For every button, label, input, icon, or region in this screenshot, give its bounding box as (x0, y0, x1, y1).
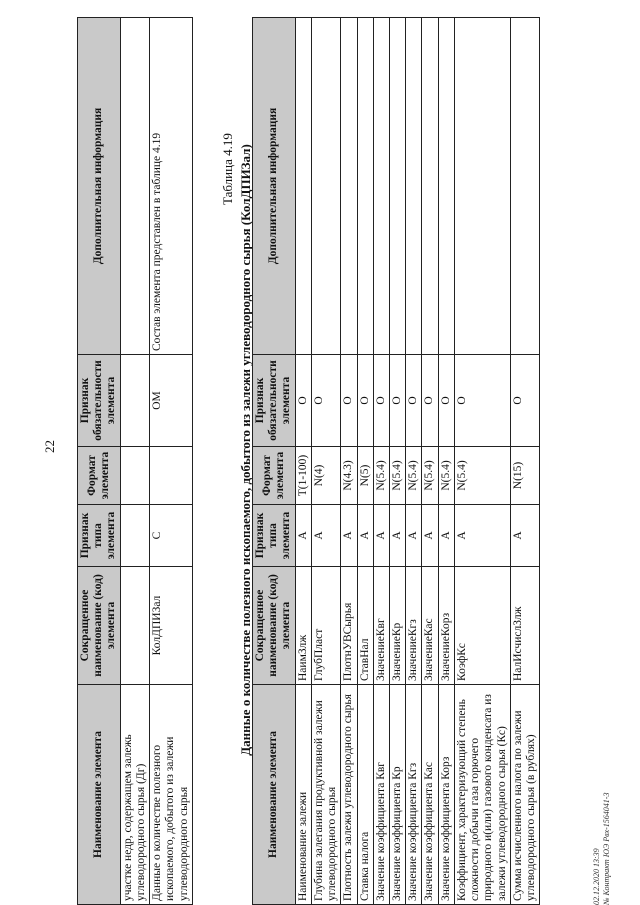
cell-code: НалИсчислЗлж (510, 567, 539, 685)
cell-format: N(5) (357, 447, 373, 505)
cell-type: А (389, 505, 405, 567)
cell-name: Данные о количестве полезного ископаемого, добытого из залежи углеводородного сырья (150, 685, 193, 905)
stamp-contract: № Контракт ЮЭ Рвх-1564041-3 (601, 792, 611, 905)
cell-name: Значение коэффициента Корз (438, 685, 454, 905)
cell-format: N(15) (510, 447, 539, 505)
cell-format: N(5.4) (406, 447, 422, 505)
cell-type: А (311, 505, 340, 567)
cell-required: О (341, 355, 357, 447)
cell-required: О (438, 355, 454, 447)
cell-code: ГлубПласт (311, 567, 340, 685)
table-row (341, 18, 357, 905)
cell-info (406, 18, 422, 355)
cell-info (311, 18, 340, 355)
col-header: Наименование элемента (78, 685, 121, 905)
cell-name: Глубина залегания продуктивной залежи углеводородного сырья (311, 685, 340, 905)
table-4-19 (252, 17, 540, 905)
col-header: Признак типа элемента (253, 505, 296, 567)
cell-format: N(5.4) (373, 447, 389, 505)
col-header: Формат элемента (253, 447, 296, 505)
cell-code: ЗначениеКр (389, 567, 405, 685)
cell-type: А (454, 505, 510, 567)
cell-type: А (357, 505, 373, 567)
cell-type: А (406, 505, 422, 567)
cell-type: С (150, 505, 193, 567)
cell-code: КоэфКс (454, 567, 510, 685)
table-header-row (253, 18, 296, 905)
cell-name: Сумма исчисленного налога по залежи углеводородного сырья (в рублях) (510, 685, 539, 905)
col-header: Дополнительная информация (78, 18, 121, 355)
cell-format: N(5.4) (389, 447, 405, 505)
table-row (120, 18, 149, 905)
cell-info (357, 18, 373, 355)
cell-required: О (311, 355, 340, 447)
cell-info (120, 18, 149, 355)
cell-type: А (341, 505, 357, 567)
cell-code: ЗначениеКас (422, 567, 438, 685)
cell-format: T(1-100) (295, 447, 311, 505)
signature-stamp (592, 793, 611, 905)
cell-format: N(4) (311, 447, 340, 505)
table-row (357, 18, 373, 905)
cell-type: А (422, 505, 438, 567)
cell-name: Значение коэффициента Кас (422, 685, 438, 905)
cell-format (120, 447, 149, 505)
table-row (311, 18, 340, 905)
table-row (454, 18, 510, 905)
cell-required: О (422, 355, 438, 447)
cell-name: Значение коэффициента Кр (389, 685, 405, 905)
table-number: Таблица 4.19 (220, 133, 235, 205)
table-header-row (78, 18, 121, 905)
cell-info (295, 18, 311, 355)
cell-code (120, 567, 149, 685)
cell-info (438, 18, 454, 355)
cell-type: А (373, 505, 389, 567)
cell-required: О (373, 355, 389, 447)
table-title: Данные о количестве полезного ископаемого, добытого из залежи углеводородного сырья (КолДПИЗал) (238, 144, 253, 756)
cell-required: О (454, 355, 510, 447)
col-header: Признак обязательности элемента (78, 355, 121, 447)
cell-code: ЗначениеКвг (373, 567, 389, 685)
table-body (295, 18, 540, 905)
cell-info: Состав элемента представлен в таблице 4.19 (150, 18, 193, 355)
cell-required (120, 355, 149, 447)
col-header: Сокращенное наименование (код) элемента (78, 567, 121, 685)
cell-type: А (510, 505, 539, 567)
cell-name: Значение коэффициента Кгз (406, 685, 422, 905)
cell-required: О (295, 355, 311, 447)
table-continuation (77, 17, 193, 905)
cell-required: О (357, 355, 373, 447)
cell-info (373, 18, 389, 355)
cell-name: Коэффициент, характеризующий степень сложности добычи газа горючего природного и(или) газового конденсата из залежи углеводородного сырья (Кс) (454, 685, 510, 905)
cell-info (389, 18, 405, 355)
cell-name: Значение коэффициента Квг (373, 685, 389, 905)
table-row (373, 18, 389, 905)
table-row (438, 18, 454, 905)
cell-format: N(5.4) (438, 447, 454, 505)
cell-format: N(4.3) (341, 447, 357, 505)
col-header: Признак типа элемента (78, 505, 121, 567)
cell-format: N(5.4) (422, 447, 438, 505)
table-row (389, 18, 405, 905)
cell-code: ЗначениеКорз (438, 567, 454, 685)
cell-info (422, 18, 438, 355)
cell-required: ОМ (150, 355, 193, 447)
cell-type (120, 505, 149, 567)
cell-name: Наименование залежи (295, 685, 311, 905)
cell-format (150, 447, 193, 505)
cell-info (341, 18, 357, 355)
cell-code: СтавНал (357, 567, 373, 685)
cell-code: НаимЗлж (295, 567, 311, 685)
table-row (295, 18, 311, 905)
cell-name: участке недр, содержащем залежь углеводородного сырья (Дг) (120, 685, 149, 905)
cell-name: Ставка налога (357, 685, 373, 905)
cell-code: ЗначениеКгз (406, 567, 422, 685)
table-row (510, 18, 539, 905)
col-header: Дополнительная информация (253, 18, 296, 355)
table-row (150, 18, 193, 905)
cell-code: КолДПИЗал (150, 567, 193, 685)
cell-name: Плотность залежи углеводородного сырья (341, 685, 357, 905)
table-row (422, 18, 438, 905)
col-header: Сокращенное наименование (код) элемента (253, 567, 296, 685)
cell-required: О (389, 355, 405, 447)
col-header: Формат элемента (78, 447, 121, 505)
cell-type: А (295, 505, 311, 567)
cell-type: А (438, 505, 454, 567)
cell-required: О (510, 355, 539, 447)
page-number: 22 (42, 440, 57, 453)
cell-format: N(5.4) (454, 447, 510, 505)
col-header: Наименование элемента (253, 685, 296, 905)
cell-code: ПлотнУВСырья (341, 567, 357, 685)
table-row (406, 18, 422, 905)
cell-required: О (406, 355, 422, 447)
cell-info (510, 18, 539, 355)
col-header: Признак обязательности элемента (253, 355, 296, 447)
stamp-date: 02.12.2020 13:39 (592, 848, 601, 905)
cell-info (454, 18, 510, 355)
